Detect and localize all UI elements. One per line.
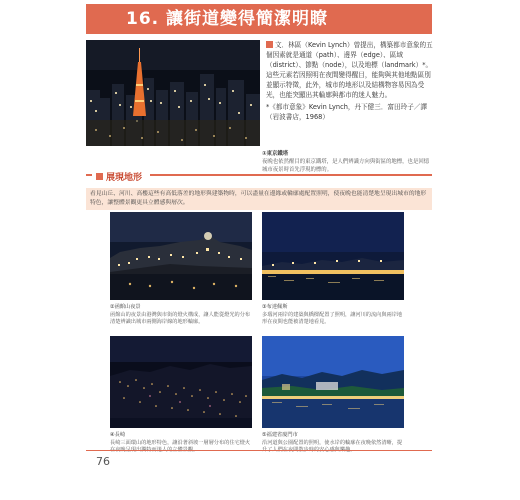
photo-caption-4 [262,432,404,455]
caption-title: ①東京鐵塔 [262,151,289,157]
tokyo-tower-photo [86,40,260,146]
photo-caption-title: ②函館山夜景 [110,304,141,310]
page-title: 16. 讓街道變得簡潔明瞭 [86,4,432,34]
section-intro: 看見山丘、河川、高樓這些有高低落差的地形與建築物時，可以盡量在邊緣或輪廓處配置照明，使夜晚也能清楚地呈現出城市的地形特色，讓整體景觀更具立體感與層次。 [86,188,432,210]
photo-caption-title: ③布達佩斯 [262,304,288,310]
footer-rule [86,450,432,451]
lynch-note [266,40,434,122]
page-number: 76 [96,455,110,468]
tokyo-tower-caption [262,150,432,174]
photo-caption-title: ④長崎 [110,432,126,438]
photo-caption-text: 沿河道與公園配置的照明，使水岸的輪廓在夜晚依然清晰，提 [262,439,403,446]
note-source: *《都市意象》Kevin Lynch，丹下健三．富田玲子／譯（岩波書店，1968） [266,103,427,121]
note-body: 文．林區（Kevin Lynch）曾提出，構築都市意象的五個因素就是通道（path）、邊界（edge）、區域（district）、節點（node），以及地標（landmark）*。這些元素若因照明在夜間變得醒目，能夠與其他地點區別並顯示特徵，此外，城市的地形以及結構物容易因為受光，也能突顯出其輪廓與都市的迷人魅力。 [266,41,433,99]
section-marker-icon [96,173,103,180]
nagasaki-photo [110,336,252,428]
photo-caption-text: 長崎三面環山的地形特色，讓沿著斜坡一層層分布的住宅燈火 [110,439,251,446]
xiamen-photo [262,336,404,428]
section-heading [92,170,150,186]
photo-caption-title: ⑤福建省廈門市 [262,432,298,438]
photo-caption-3 [110,432,252,455]
note-marker-icon [266,41,273,48]
photo-caption-text: 函館山的夜景由港灣與市街的燈火構成，讓人能從燈光的分布清楚辨識出城市兩側海岸線的地形輪廓。 [110,311,251,325]
section-heading-text: 展現地形 [106,173,143,183]
photo-caption-2 [262,304,404,327]
hakodate-photo [110,212,252,300]
photo-caption-1 [110,304,252,327]
photo-caption-text: 多瑙河兩岸的建築與橋樑配置了照明，讓河川的流向與兩岸地形在夜間也能被清楚地看見。 [262,311,403,325]
budapest-photo [262,212,404,300]
caption-text: 夜晚也依然醒目的東京鐵塔，是人們辨識方向與街區的地標，也是回憶城市夜景時首先浮現的標的。 [262,159,430,173]
